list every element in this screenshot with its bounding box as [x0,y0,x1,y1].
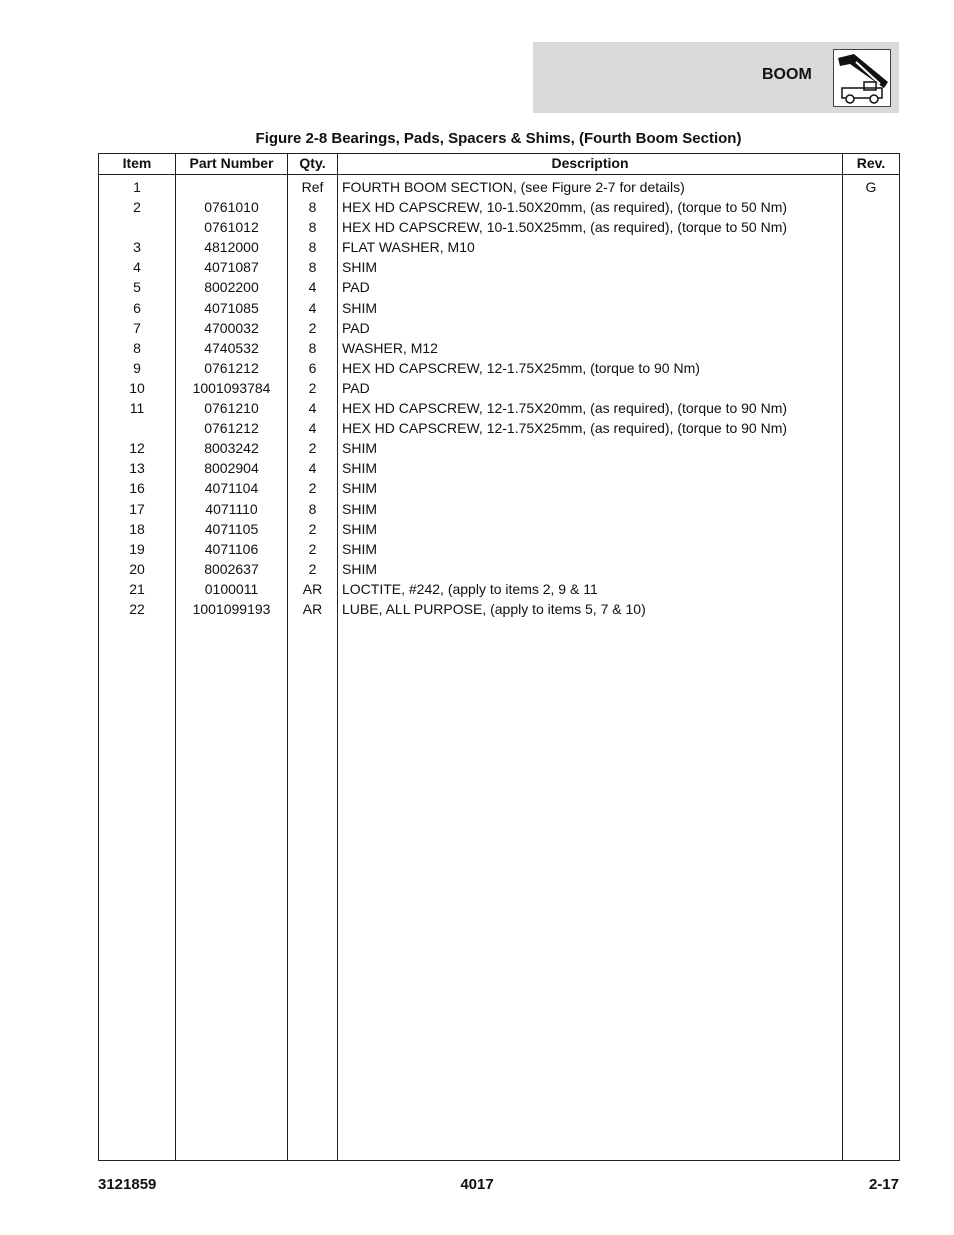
cell-part: 1001093784 [176,378,288,398]
cell-desc: SHIM [338,559,843,579]
cell-qty: 4 [288,418,338,438]
cell-part: 4071104 [176,478,288,498]
cell-part: 8003242 [176,438,288,458]
cell-desc: FOURTH BOOM SECTION, (see Figure 2-7 for details) [338,175,843,198]
cell-qty: 2 [288,378,338,398]
cell-desc: SHIM [338,478,843,498]
cell-desc: SHIM [338,458,843,478]
table-row [99,559,900,579]
cell-qty: 8 [288,237,338,257]
cell-rev [843,197,900,217]
cell-rev [843,398,900,418]
cell-item: 7 [99,318,176,338]
cell-part: 4071087 [176,257,288,277]
cell-desc: HEX HD CAPSCREW, 12-1.75X25mm, (torque to 90 Nm) [338,358,843,378]
cell-rev [843,478,900,498]
cell-qty: 2 [288,539,338,559]
cell-part: 8002200 [176,277,288,297]
header-item: Item [99,154,176,175]
cell-item: 2 [99,197,176,217]
cell-rev [843,298,900,318]
telehandler-boom-icon [833,49,891,107]
cell-item: 5 [99,277,176,297]
cell-rev [843,358,900,378]
table-row [99,438,900,458]
cell-rev [843,539,900,559]
cell-item: 16 [99,478,176,498]
cell-desc: PAD [338,277,843,297]
cell-qty: 8 [288,217,338,237]
cell-desc: SHIM [338,257,843,277]
cell-part: 0761212 [176,418,288,438]
cell-desc: SHIM [338,539,843,559]
cell-item: 13 [99,458,176,478]
cell-item [99,217,176,237]
table-row [99,318,900,338]
filler-cell [338,619,843,1160]
cell-item: 12 [99,438,176,458]
cell-part: 0761210 [176,398,288,418]
cell-item: 10 [99,378,176,398]
cell-rev [843,559,900,579]
table-row [99,197,900,217]
cell-rev [843,499,900,519]
cell-item: 20 [99,559,176,579]
cell-part: 1001099193 [176,599,288,619]
cell-desc: LOCTITE, #242, (apply to items 2, 9 & 11 [338,579,843,599]
cell-rev: G [843,175,900,198]
filler-cell [176,619,288,1160]
cell-desc: FLAT WASHER, M10 [338,237,843,257]
cell-rev [843,418,900,438]
cell-desc: HEX HD CAPSCREW, 10-1.50X25mm, (as required), (torque to 50 Nm) [338,217,843,237]
table-row [99,519,900,539]
table-header-row [99,154,900,175]
cell-rev [843,458,900,478]
cell-qty: 2 [288,318,338,338]
cell-item: 1 [99,175,176,198]
cell-item [99,418,176,438]
table-row [99,418,900,438]
table-row [99,458,900,478]
cell-desc: SHIM [338,298,843,318]
cell-qty: 4 [288,398,338,418]
cell-desc: HEX HD CAPSCREW, 10-1.50X20mm, (as required), (torque to 50 Nm) [338,197,843,217]
footer-model: 4017 [460,1176,494,1193]
cell-desc: SHIM [338,438,843,458]
cell-desc: HEX HD CAPSCREW, 12-1.75X25mm, (as required), (torque to 90 Nm) [338,418,843,438]
cell-item: 3 [99,237,176,257]
table-row [99,398,900,418]
cell-qty: 2 [288,559,338,579]
cell-part: 4071085 [176,298,288,318]
cell-part: 4071105 [176,519,288,539]
section-label: BOOM [762,66,812,83]
cell-desc: WASHER, M12 [338,338,843,358]
cell-item: 9 [99,358,176,378]
cell-desc: PAD [338,318,843,338]
cell-item: 11 [99,398,176,418]
cell-qty: 4 [288,458,338,478]
cell-item: 19 [99,539,176,559]
parts-table [98,153,900,1161]
cell-rev [843,438,900,458]
cell-part: 0761012 [176,217,288,237]
table-row [99,257,900,277]
cell-qty: 2 [288,478,338,498]
cell-part: 4812000 [176,237,288,257]
cell-rev [843,277,900,297]
table-row [99,338,900,358]
cell-item: 17 [99,499,176,519]
cell-qty: 8 [288,197,338,217]
filler-cell [99,619,176,1160]
cell-part: 4071106 [176,539,288,559]
footer-page-number: 2-17 [868,1176,899,1193]
cell-part: 0100011 [176,579,288,599]
cell-desc: PAD [338,378,843,398]
cell-item: 8 [99,338,176,358]
cell-qty: AR [288,599,338,619]
header-rev: Rev. [843,154,900,175]
cell-qty: 2 [288,519,338,539]
cell-part: 4740532 [176,338,288,358]
table-row [99,579,900,599]
filler-cell [288,619,338,1160]
footer-document-number: 3121859 [98,1176,157,1193]
cell-rev [843,318,900,338]
cell-part: 8002637 [176,559,288,579]
table-row [99,478,900,498]
cell-qty: 4 [288,277,338,297]
cell-item: 21 [99,579,176,599]
cell-rev [843,519,900,539]
cell-part: 0761010 [176,197,288,217]
header-qty: Qty. [288,154,338,175]
cell-item: 18 [99,519,176,539]
cell-qty: 4 [288,298,338,318]
cell-item: 4 [99,257,176,277]
cell-rev [843,599,900,619]
cell-part [176,175,288,198]
table-row [99,217,900,237]
table-row [99,237,900,257]
header-description: Description [338,154,843,175]
cell-qty: 2 [288,438,338,458]
cell-desc: SHIM [338,519,843,539]
section-tab [533,42,899,113]
table-row [99,277,900,297]
table-row [99,378,900,398]
table-row [99,599,900,619]
cell-qty: 6 [288,358,338,378]
cell-rev [843,579,900,599]
table-filler-row [99,619,900,1160]
table-row [99,298,900,318]
table-row [99,358,900,378]
table-row [99,175,900,198]
cell-rev [843,217,900,237]
table-row [99,499,900,519]
cell-rev [843,338,900,358]
cell-qty: 8 [288,257,338,277]
header-part-number: Part Number [176,154,288,175]
cell-qty: Ref [288,175,338,198]
cell-rev [843,237,900,257]
cell-item: 22 [99,599,176,619]
cell-desc: HEX HD CAPSCREW, 12-1.75X20mm, (as required), (torque to 90 Nm) [338,398,843,418]
table-row [99,539,900,559]
filler-cell [843,619,900,1160]
cell-part: 4071110 [176,499,288,519]
cell-rev [843,257,900,277]
cell-part: 8002904 [176,458,288,478]
cell-desc: LUBE, ALL PURPOSE, (apply to items 5, 7 & 10) [338,599,843,619]
cell-part: 0761212 [176,358,288,378]
cell-qty: AR [288,579,338,599]
cell-item: 6 [99,298,176,318]
cell-qty: 8 [288,499,338,519]
cell-rev [843,378,900,398]
figure-title: Figure 2-8 Bearings, Pads, Spacers & Shims, (Fourth Boom Section) [255,130,742,147]
cell-desc: SHIM [338,499,843,519]
cell-qty: 8 [288,338,338,358]
cell-part: 4700032 [176,318,288,338]
